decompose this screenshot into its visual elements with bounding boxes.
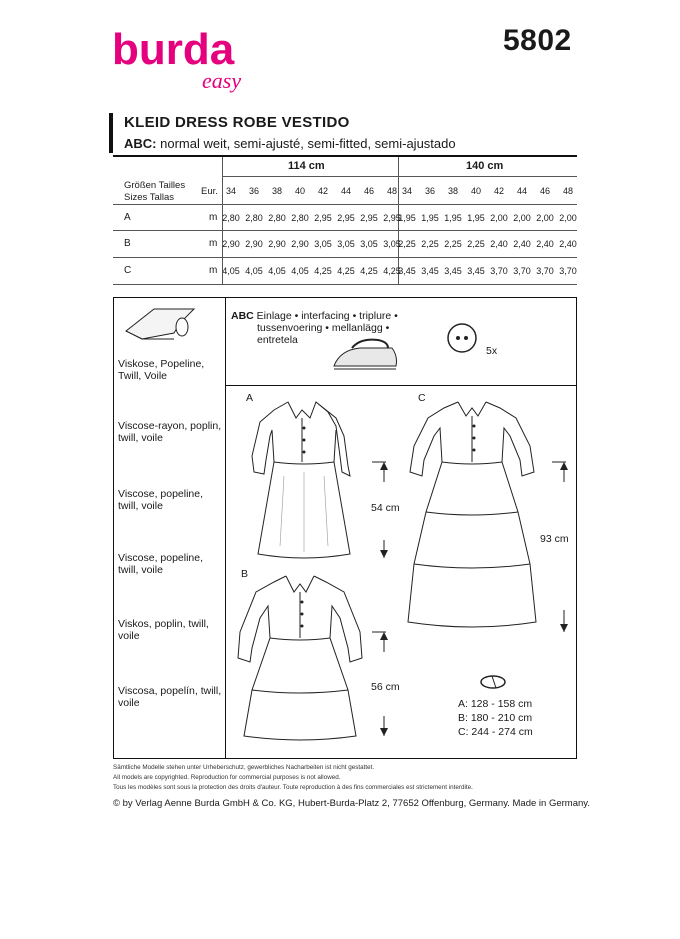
table-cell: 2,00	[559, 213, 577, 223]
table-cell: 3,05	[337, 239, 355, 249]
table-cell: 4,25	[383, 266, 401, 276]
table-cell: 2,95	[383, 213, 401, 223]
table-cell: 2,40	[559, 239, 577, 249]
panel-divider	[225, 385, 577, 386]
fabric-line: Viskos, poplin, twill,	[118, 618, 209, 630]
length-label-a: 54 cm	[371, 502, 400, 514]
size-header-cell: 40	[294, 186, 305, 196]
size-header-cell: 44	[516, 186, 527, 196]
belt-length-a: A: 128 - 158 cm	[458, 698, 533, 710]
table-rule	[113, 204, 577, 205]
fabric-line: voile	[118, 630, 140, 642]
table-cell: 4,05	[222, 266, 240, 276]
size-header-cell: 42	[317, 186, 328, 196]
fabric-line: twill, voile	[118, 564, 163, 576]
length-label-c: 93 cm	[540, 533, 569, 545]
fabric-line: twill, voile	[118, 500, 163, 512]
size-header-cell: 34	[225, 186, 236, 196]
eur-label: Eur.	[201, 186, 218, 197]
row-label: B	[124, 238, 131, 249]
table-cell: 3,05	[383, 239, 401, 249]
table-rule	[222, 176, 577, 177]
table-cell: 2,80	[268, 213, 286, 223]
dress-a-illustration	[244, 396, 364, 562]
table-top-rule	[113, 155, 577, 157]
fabric-line: Viscose-rayon, poplin,	[118, 420, 222, 432]
table-cell: 2,00	[513, 213, 531, 223]
row-unit: m	[209, 238, 218, 249]
table-cell: 2,00	[536, 213, 554, 223]
table-cell: 2,25	[444, 239, 462, 249]
size-header-cell: 46	[363, 186, 374, 196]
table-rule	[113, 230, 577, 231]
table-cell: 1,95	[444, 213, 462, 223]
table-cell: 3,70	[513, 266, 531, 276]
table-cell: 4,05	[291, 266, 309, 276]
belt-icon	[478, 672, 508, 692]
table-cell: 2,80	[222, 213, 240, 223]
table-cell: 3,70	[559, 266, 577, 276]
logo-burda-text: burda	[112, 25, 235, 74]
size-header-cell: 44	[340, 186, 351, 196]
table-cell: 2,90	[291, 239, 309, 249]
table-cell: 2,90	[245, 239, 263, 249]
table-cell: 4,25	[360, 266, 378, 276]
size-header-cell: 40	[470, 186, 481, 196]
table-cell: 3,70	[490, 266, 508, 276]
table-cell: 2,00	[490, 213, 508, 223]
table-cell: 3,45	[421, 266, 439, 276]
table-cell: 2,90	[268, 239, 286, 249]
page-title: KLEID DRESS ROBE VESTIDO	[124, 114, 350, 131]
belt-length-b: B: 180 - 210 cm	[458, 712, 533, 724]
size-header-cell: 48	[562, 186, 573, 196]
page-subtitle: ABC: normal weit, semi-ajusté, semi-fitted, semi-ajustado	[124, 136, 456, 151]
table-cell: 2,25	[421, 239, 439, 249]
fabric-line: Viscosa, popelín, twill,	[118, 685, 222, 697]
view-label-c: C	[418, 392, 426, 404]
burda-easy-logo	[112, 20, 272, 100]
view-label-b: B	[241, 568, 249, 580]
fabric-roll-icon	[118, 303, 198, 343]
table-cell: 3,05	[314, 239, 332, 249]
table-cell: 3,45	[444, 266, 462, 276]
row-label: C	[124, 265, 132, 276]
view-label-a: A	[246, 392, 254, 404]
table-cell: 1,95	[421, 213, 439, 223]
table-cell: 2,80	[291, 213, 309, 223]
table-cell: 2,40	[513, 239, 531, 249]
table-cell: 2,25	[398, 239, 416, 249]
table-cell: 2,80	[245, 213, 263, 223]
table-cell: 3,45	[398, 266, 416, 276]
size-header-cell: 46	[539, 186, 550, 196]
fabric-line: twill, voile	[118, 432, 163, 444]
dress-b-illustration	[234, 572, 366, 742]
copyright: © by Verlag Aenne Burda GmbH & Co. KG, Hubert-Burda-Platz 2, 77652 Offenburg, Germany. Made in Germany.	[113, 798, 590, 809]
legal-en: All models are copyrighted. Reproduction for commercial purposes is not allowed.	[113, 774, 341, 781]
legal-de: Sämtliche Modelle stehen unter Urheberschutz, gewerbliches Nacharbeiten ist nicht gestattet.	[113, 764, 375, 771]
table-rule	[113, 257, 577, 258]
panel-divider	[225, 297, 226, 759]
button-icon	[446, 322, 478, 354]
fabric-line: Twill, Voile	[118, 370, 168, 382]
size-header-cell: 36	[424, 186, 435, 196]
iron-icon	[330, 336, 402, 374]
row-unit: m	[209, 212, 218, 223]
table-cell: 4,25	[337, 266, 355, 276]
title-bar	[109, 113, 113, 153]
sizes-label: Größen Tailles Sizes Tallas	[124, 180, 186, 203]
length-arrow-c	[552, 460, 572, 636]
fabric-line: Viskose, Popeline,	[118, 358, 205, 370]
logo-easy-text: easy	[202, 68, 242, 93]
length-label-b: 56 cm	[371, 681, 400, 693]
interfacing-text: ABC Einlage • interfacing • triplure • tussenvoering • mellanlägg • entretela	[231, 310, 398, 346]
size-header-cell: 34	[401, 186, 412, 196]
size-header-cell: 48	[386, 186, 397, 196]
size-header-cell: 38	[447, 186, 458, 196]
table-cell: 2,25	[467, 239, 485, 249]
fabric-line: Viscose, popeline,	[118, 488, 204, 500]
fabric-line: Viscose, popeline,	[118, 552, 204, 564]
button-count: 5x	[486, 345, 498, 357]
size-header-cell: 42	[493, 186, 504, 196]
pattern-number: 5802	[503, 24, 572, 57]
table-cell: 2,95	[337, 213, 355, 223]
table-cell: 1,95	[467, 213, 485, 223]
table-cell: 4,25	[314, 266, 332, 276]
fabric-line: voile	[118, 697, 140, 709]
table-cell: 2,40	[490, 239, 508, 249]
table-cell: 4,05	[268, 266, 286, 276]
legal-fr: Tous les modèles sont sous la protection des droits d'auteur. Toute reproduction à des fins commerciales est strictement interdite.	[113, 784, 473, 791]
table-cell: 2,95	[360, 213, 378, 223]
size-header-cell: 38	[271, 186, 282, 196]
fabric-width-140: 140 cm	[466, 160, 504, 172]
table-cell: 2,95	[314, 213, 332, 223]
row-unit: m	[209, 265, 218, 276]
size-header-cell: 36	[248, 186, 259, 196]
table-rule	[113, 284, 577, 285]
table-cell: 4,05	[245, 266, 263, 276]
row-label: A	[124, 212, 131, 223]
table-cell: 2,90	[222, 239, 240, 249]
table-cell: 2,40	[536, 239, 554, 249]
dress-c-illustration	[406, 396, 538, 632]
table-cell: 3,45	[467, 266, 485, 276]
table-cell: 3,70	[536, 266, 554, 276]
table-cell: 1,95	[398, 213, 416, 223]
fabric-width-114: 114 cm	[288, 160, 325, 172]
belt-length-c: C: 244 - 274 cm	[458, 726, 533, 738]
table-cell: 3,05	[360, 239, 378, 249]
